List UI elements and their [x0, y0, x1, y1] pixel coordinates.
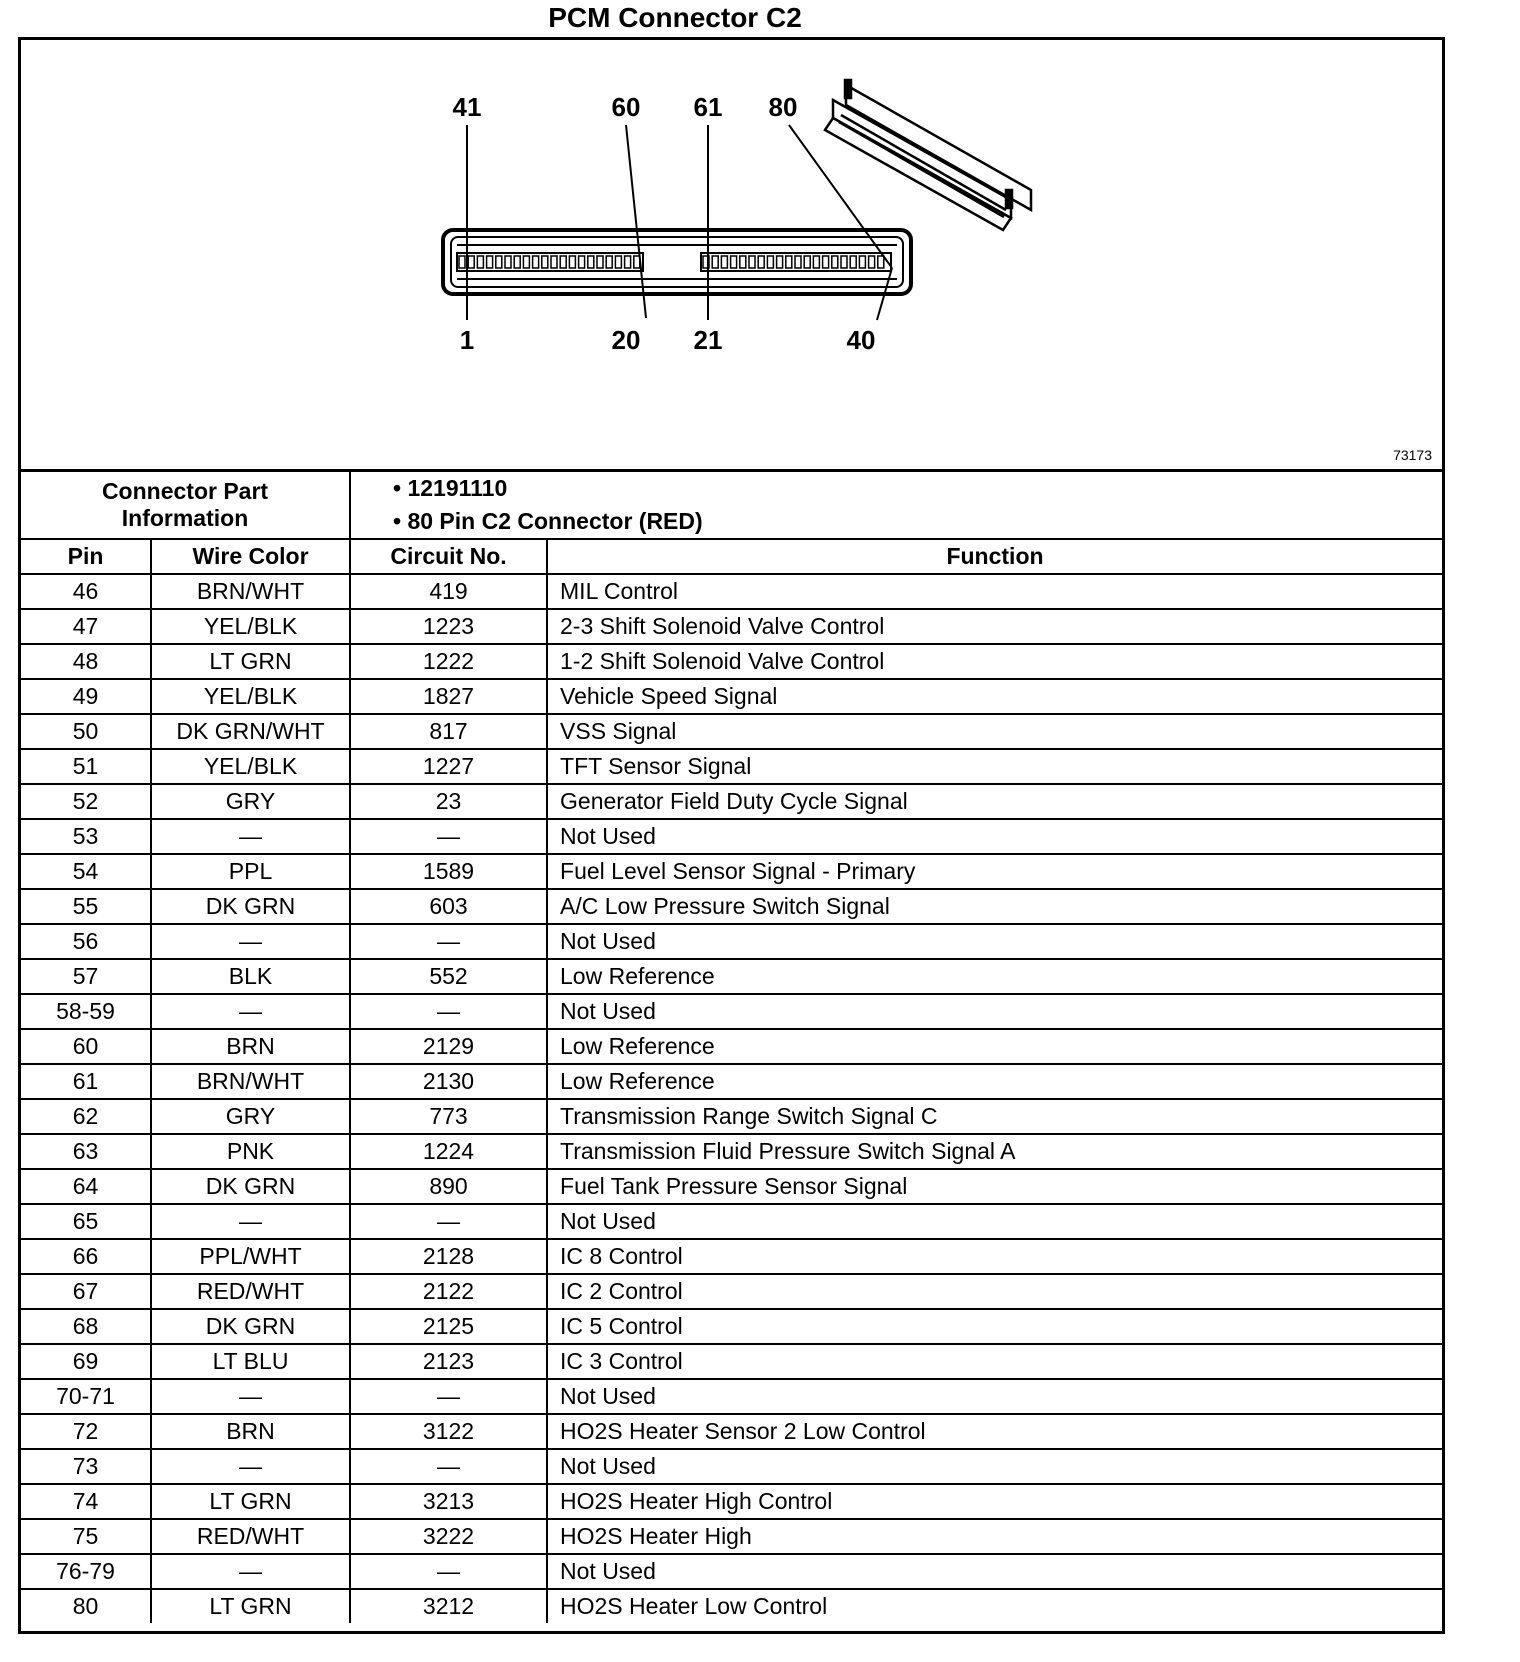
pin-label-1: 1 — [459, 325, 475, 355]
table-row — [21, 924, 1442, 959]
circuit-cell: 3222 — [350, 1519, 547, 1554]
function-cell: TFT Sensor Signal — [547, 749, 1442, 784]
pin-cell: 63 — [21, 1134, 151, 1169]
function-cell: Vehicle Speed Signal — [547, 679, 1442, 714]
pin-cell: 74 — [21, 1484, 151, 1519]
table-row — [21, 1134, 1442, 1169]
part-info-label-line1: Connector Part — [101, 478, 269, 504]
function-cell: IC 8 Control — [547, 1239, 1442, 1274]
wire-color-cell: LT BLU — [151, 1344, 350, 1379]
table-row — [21, 679, 1442, 714]
connector-drawing — [21, 40, 1442, 469]
pin-cell: 57 — [21, 959, 151, 994]
circuit-cell: 1227 — [350, 749, 547, 784]
pin-cavity — [533, 256, 539, 268]
pin-label-60: 60 — [611, 92, 641, 122]
part-number: • 12191110 — [393, 475, 508, 501]
pin-cavity — [823, 256, 829, 268]
pin-cell: 46 — [21, 574, 151, 609]
pin-cavity — [832, 256, 838, 268]
function-cell: Transmission Fluid Pressure Switch Signal A — [547, 1134, 1442, 1169]
table-row — [21, 854, 1442, 889]
pin-cell: 52 — [21, 784, 151, 819]
table-row — [21, 1204, 1442, 1239]
wire-color-cell: DK GRN — [151, 1169, 350, 1204]
wire-color-cell: — — [151, 994, 350, 1029]
pin-cavity — [731, 256, 737, 268]
function-cell: A/C Low Pressure Switch Signal — [547, 889, 1442, 924]
pin-cavity — [523, 256, 529, 268]
function-cell: VSS Signal — [547, 714, 1442, 749]
pin-cell: 55 — [21, 889, 151, 924]
figure-id: 73173 — [1393, 447, 1432, 463]
function-cell: Fuel Level Sensor Signal - Primary — [547, 854, 1442, 889]
pin-cavity — [878, 256, 884, 268]
pin-cell: 61 — [21, 1064, 151, 1099]
wire-color-cell: GRY — [151, 784, 350, 819]
pin-cavity — [468, 256, 474, 268]
function-cell: IC 5 Control — [547, 1309, 1442, 1344]
table-row — [21, 784, 1442, 819]
pin-cavity — [804, 256, 810, 268]
function-cell: HO2S Heater Low Control — [547, 1589, 1442, 1623]
pin-cavity — [588, 256, 594, 268]
pin-cell: 80 — [21, 1589, 151, 1623]
pin-cavity — [597, 256, 603, 268]
pin-cavity — [551, 256, 557, 268]
pin-cell: 73 — [21, 1449, 151, 1484]
circuit-cell: 2125 — [350, 1309, 547, 1344]
pin-label-20: 20 — [611, 325, 641, 355]
pin-cell: 49 — [21, 679, 151, 714]
pin-cavity — [625, 256, 631, 268]
pin-cell: 47 — [21, 609, 151, 644]
pin-cavity — [712, 256, 718, 268]
part-info-row — [21, 472, 1442, 539]
pin-cell: 60 — [21, 1029, 151, 1064]
pin-cavity — [487, 256, 493, 268]
wire-color-cell: DK GRN — [151, 889, 350, 924]
table-row — [21, 749, 1442, 784]
pin-cavity — [786, 256, 792, 268]
function-cell: HO2S Heater Sensor 2 Low Control — [547, 1414, 1442, 1449]
wire-color-cell: — — [151, 924, 350, 959]
pin-cell: 65 — [21, 1204, 151, 1239]
wire-color-cell: BRN/WHT — [151, 574, 350, 609]
pin-cell: 69 — [21, 1344, 151, 1379]
table-row — [21, 1414, 1442, 1449]
table-row — [21, 819, 1442, 854]
pin-cell: 70-71 — [21, 1379, 151, 1414]
wire-color-cell: LT GRN — [151, 644, 350, 679]
pin-cavity — [505, 256, 511, 268]
function-cell: IC 3 Control — [547, 1344, 1442, 1379]
part-info-label — [21, 472, 350, 539]
table-row — [21, 1099, 1442, 1134]
wire-color-cell: DK GRN — [151, 1309, 350, 1344]
pin-cell: 72 — [21, 1414, 151, 1449]
pin-label-21: 21 — [693, 325, 723, 355]
pin-label-80: 80 — [768, 92, 798, 122]
pin-cell: 48 — [21, 644, 151, 679]
function-cell: Transmission Range Switch Signal C — [547, 1099, 1442, 1134]
pin-cavity — [813, 256, 819, 268]
pin-cavity — [749, 256, 755, 268]
wire-color-cell: RED/WHT — [151, 1274, 350, 1309]
function-cell: Fuel Tank Pressure Sensor Signal — [547, 1169, 1442, 1204]
wire-color-cell: LT GRN — [151, 1589, 350, 1623]
table-row — [21, 1274, 1442, 1309]
function-cell: Not Used — [547, 819, 1442, 854]
function-cell: Not Used — [547, 924, 1442, 959]
circuit-cell: — — [350, 1379, 547, 1414]
pin-cavities — [459, 256, 884, 268]
table-row — [21, 1029, 1442, 1064]
function-cell: IC 2 Control — [547, 1274, 1442, 1309]
part-info-values — [350, 472, 1442, 539]
pin-cell: 51 — [21, 749, 151, 784]
col-header-pin: Pin — [21, 539, 151, 574]
table-row — [21, 1379, 1442, 1414]
wire-color-cell: — — [151, 819, 350, 854]
table-row — [21, 1064, 1442, 1099]
pin-cavity — [496, 256, 502, 268]
table-row — [21, 1519, 1442, 1554]
function-cell: HO2S Heater High Control — [547, 1484, 1442, 1519]
wire-color-cell: PPL — [151, 854, 350, 889]
circuit-cell: — — [350, 924, 547, 959]
wire-color-cell: BRN — [151, 1414, 350, 1449]
table-row — [21, 994, 1442, 1029]
pin-cell: 54 — [21, 854, 151, 889]
pin-cavity — [850, 256, 856, 268]
pin-cavity — [859, 256, 865, 268]
circuit-cell: 890 — [350, 1169, 547, 1204]
col-header-circuit-no: Circuit No. — [350, 539, 547, 574]
pin-cell: 66 — [21, 1239, 151, 1274]
wire-color-cell: — — [151, 1449, 350, 1484]
table-row — [21, 1344, 1442, 1379]
pinout-table — [21, 472, 1442, 1623]
pin-cavity — [477, 256, 483, 268]
wire-color-cell: BRN/WHT — [151, 1064, 350, 1099]
function-cell: Low Reference — [547, 959, 1442, 994]
wire-color-cell: BLK — [151, 959, 350, 994]
circuit-cell: 1222 — [350, 644, 547, 679]
circuit-cell: — — [350, 819, 547, 854]
header-row — [21, 539, 1442, 574]
wire-color-cell: PNK — [151, 1134, 350, 1169]
function-cell: 2-3 Shift Solenoid Valve Control — [547, 609, 1442, 644]
connector-diagram — [21, 40, 1442, 472]
wire-color-cell: DK GRN/WHT — [151, 714, 350, 749]
wire-color-cell: YEL/BLK — [151, 749, 350, 784]
function-cell: Not Used — [547, 1379, 1442, 1414]
circuit-cell: 1827 — [350, 679, 547, 714]
pin-cell: 56 — [21, 924, 151, 959]
circuit-cell: 3212 — [350, 1589, 547, 1623]
circuit-cell: 2130 — [350, 1064, 547, 1099]
circuit-cell: 817 — [350, 714, 547, 749]
circuit-cell: — — [350, 1204, 547, 1239]
wire-color-cell: RED/WHT — [151, 1519, 350, 1554]
pin-label-41: 41 — [452, 92, 482, 122]
circuit-cell: 2128 — [350, 1239, 547, 1274]
pin-cell: 68 — [21, 1309, 151, 1344]
pin-cavity — [615, 256, 621, 268]
circuit-cell: 1589 — [350, 854, 547, 889]
pin-cell: 64 — [21, 1169, 151, 1204]
wire-color-cell: — — [151, 1554, 350, 1589]
function-cell: HO2S Heater High — [547, 1519, 1442, 1554]
pin-cell: 50 — [21, 714, 151, 749]
table-row — [21, 574, 1442, 609]
table-row — [21, 1169, 1442, 1204]
part-info-label-line2: Information — [121, 505, 249, 531]
circuit-cell: — — [350, 1449, 547, 1484]
pin-label-61: 61 — [693, 92, 723, 122]
wire-color-cell: LT GRN — [151, 1484, 350, 1519]
function-cell: Generator Field Duty Cycle Signal — [547, 784, 1442, 819]
function-cell: Not Used — [547, 1449, 1442, 1484]
pin-cell: 53 — [21, 819, 151, 854]
pin-cavity — [795, 256, 801, 268]
connector-sheet — [18, 37, 1445, 1634]
table-row — [21, 1449, 1442, 1484]
pin-cell: 62 — [21, 1099, 151, 1134]
pin-cavity — [758, 256, 764, 268]
wire-color-cell: GRY — [151, 1099, 350, 1134]
circuit-cell: 419 — [350, 574, 547, 609]
circuit-cell: 2123 — [350, 1344, 547, 1379]
function-cell: 1-2 Shift Solenoid Valve Control — [547, 644, 1442, 679]
pin-cell: 67 — [21, 1274, 151, 1309]
function-cell: Not Used — [547, 1204, 1442, 1239]
circuit-cell: 2129 — [350, 1029, 547, 1064]
function-cell: Not Used — [547, 994, 1442, 1029]
table-row — [21, 1484, 1442, 1519]
col-header-wire-color: Wire Color — [151, 539, 350, 574]
table-row — [21, 644, 1442, 679]
table-row — [21, 609, 1442, 644]
pin-cavity — [740, 256, 746, 268]
function-cell: MIL Control — [547, 574, 1442, 609]
circuit-cell: 2122 — [350, 1274, 547, 1309]
pin-cell: 58-59 — [21, 994, 151, 1029]
pin-label-40: 40 — [846, 325, 876, 355]
pin-cell: 75 — [21, 1519, 151, 1554]
circuit-cell: 1223 — [350, 609, 547, 644]
pin-leader-lines — [467, 125, 892, 320]
table-row — [21, 1589, 1442, 1623]
pin-cavity — [560, 256, 566, 268]
wire-color-cell: PPL/WHT — [151, 1239, 350, 1274]
connector-description: • 80 Pin C2 Connector (RED) — [393, 508, 703, 534]
circuit-cell: — — [350, 994, 547, 1029]
pin-cavity — [459, 256, 465, 268]
wire-color-cell: — — [151, 1204, 350, 1239]
table-row — [21, 714, 1442, 749]
pin-cavity — [767, 256, 773, 268]
pin-cell: 76-79 — [21, 1554, 151, 1589]
circuit-cell: 603 — [350, 889, 547, 924]
wire-color-cell: YEL/BLK — [151, 679, 350, 714]
pin-cavity — [514, 256, 520, 268]
col-header-function: Function — [547, 539, 1442, 574]
circuit-cell: 552 — [350, 959, 547, 994]
circuit-cell: 3213 — [350, 1484, 547, 1519]
pin-cavity — [569, 256, 575, 268]
pin-cavity — [721, 256, 727, 268]
table-row — [21, 1309, 1442, 1344]
connector-isometric-icon — [825, 80, 1031, 230]
circuit-cell: 3122 — [350, 1414, 547, 1449]
circuit-cell: 1224 — [350, 1134, 547, 1169]
table-row — [21, 1554, 1442, 1589]
pin-cavity — [606, 256, 612, 268]
circuit-cell: 23 — [350, 784, 547, 819]
pin-cavity — [841, 256, 847, 268]
wire-color-cell: YEL/BLK — [151, 609, 350, 644]
page-title: PCM Connector C2 — [548, 2, 802, 33]
table-row — [21, 1239, 1442, 1274]
wire-color-cell: BRN — [151, 1029, 350, 1064]
pin-cavity — [777, 256, 783, 268]
function-cell: Not Used — [547, 1554, 1442, 1589]
circuit-cell: — — [350, 1554, 547, 1589]
table-row — [21, 959, 1442, 994]
function-cell: Low Reference — [547, 1064, 1442, 1099]
wire-color-cell: — — [151, 1379, 350, 1414]
circuit-cell: 773 — [350, 1099, 547, 1134]
pin-cavity — [869, 256, 875, 268]
pin-cavity — [579, 256, 585, 268]
function-cell: Low Reference — [547, 1029, 1442, 1064]
pin-cavity — [542, 256, 548, 268]
table-row — [21, 889, 1442, 924]
